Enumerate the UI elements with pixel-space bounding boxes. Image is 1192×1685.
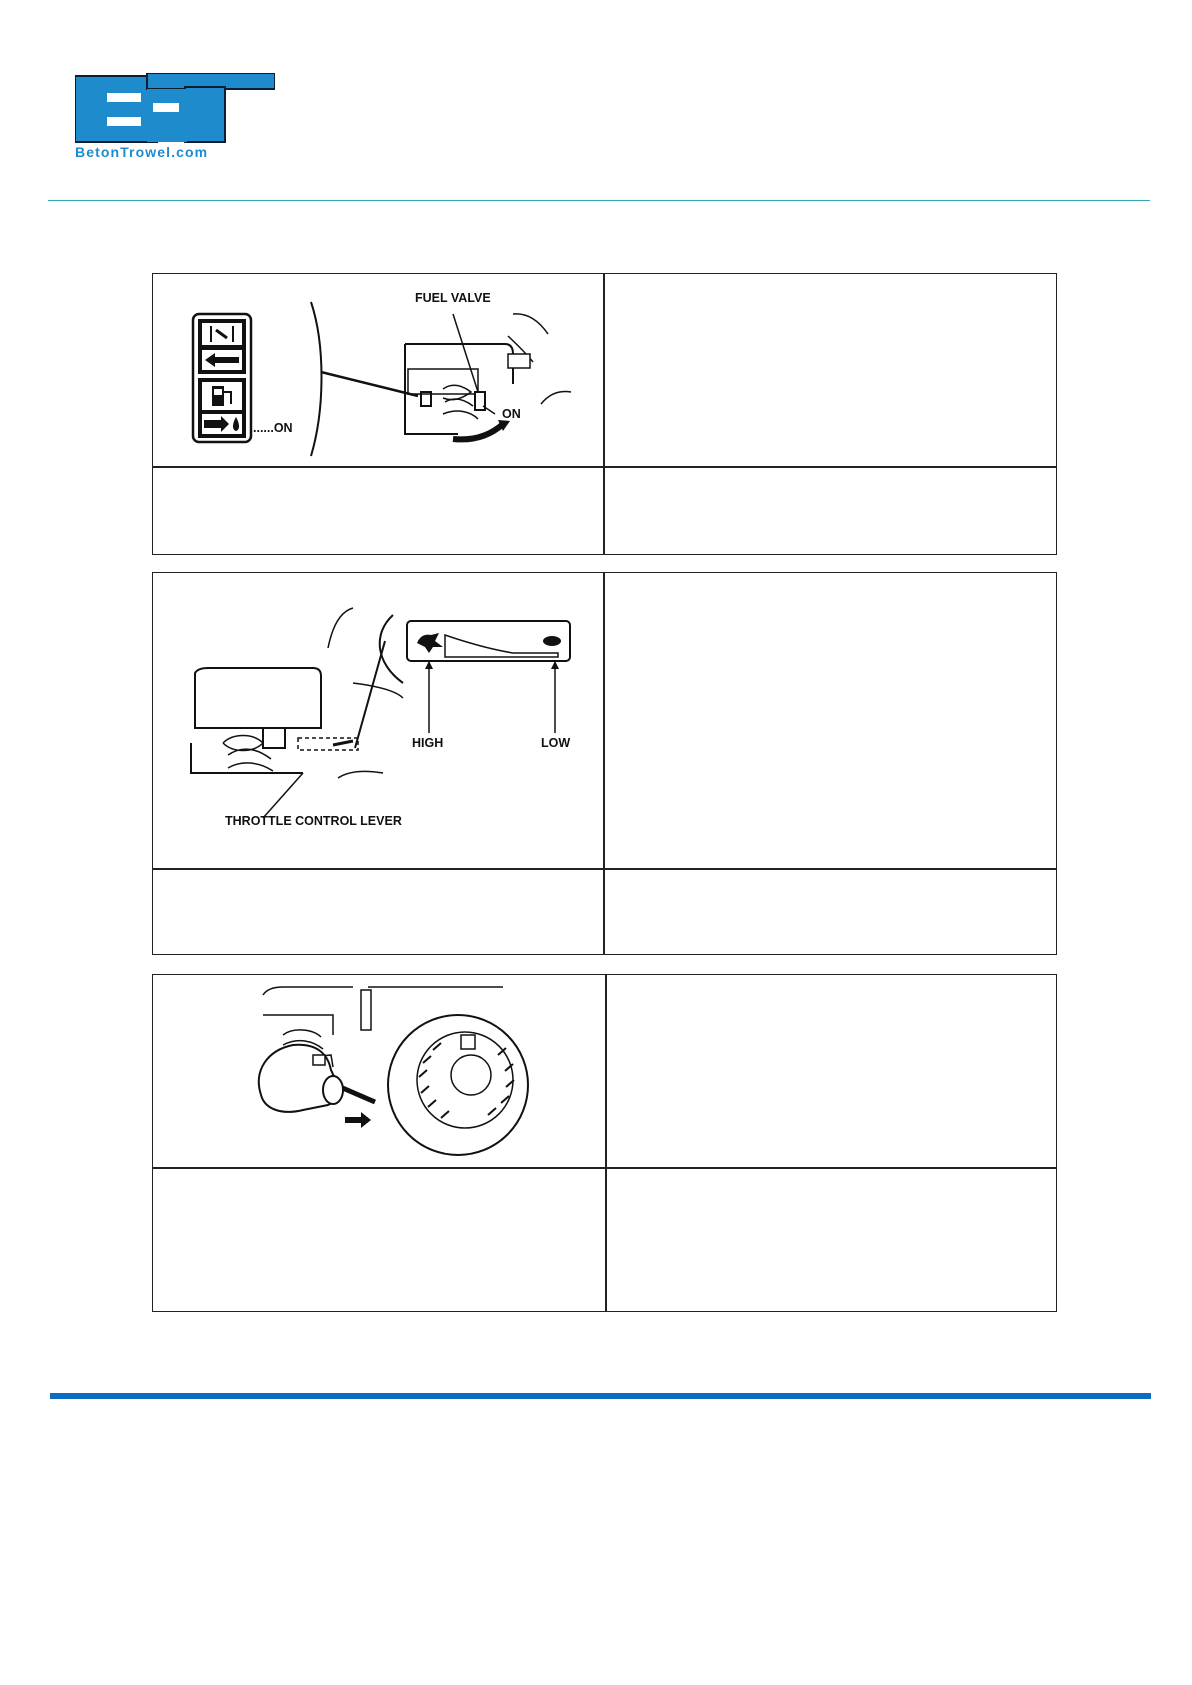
step-table-recoil-starter — [152, 974, 1057, 1312]
recoil-starter-note-cell-right — [606, 1168, 1056, 1311]
recoil-starter-note-cell-left — [153, 1168, 605, 1311]
fuel-valve-note-cell-right — [604, 467, 1056, 554]
recoil-starter-description-cell — [606, 975, 1056, 1167]
fuel-valve-illustration — [153, 274, 603, 466]
turtle-icon — [543, 636, 561, 646]
fuel-valve-description-cell — [604, 274, 1056, 466]
fuel-valve-note-cell-left — [153, 467, 603, 554]
high-label: HIGH — [412, 736, 444, 750]
throttle-lever-label: THROTTLE CONTROL LEVER — [225, 814, 402, 828]
throttle-description-cell — [604, 573, 1056, 868]
step-table-fuel-valve — [152, 273, 1057, 555]
brand-logo — [75, 73, 275, 163]
step-table-throttle — [152, 572, 1057, 955]
fuel-valve-label: FUEL VALVE — [415, 291, 491, 305]
throttle-note-cell-right — [604, 869, 1056, 954]
throttle-note-cell-left — [153, 869, 603, 954]
recoil-starter-illustration — [153, 975, 605, 1167]
throttle-lever-illustration — [153, 573, 603, 868]
on-dots-label: ......ON — [253, 421, 293, 435]
header-divider — [48, 200, 1150, 201]
footer-divider — [50, 1393, 1151, 1399]
logo-caption: BetonTrowel.com — [75, 144, 209, 160]
on-arrow-label: ON — [502, 407, 521, 421]
low-label: LOW — [541, 736, 571, 750]
bt-logo-icon — [75, 73, 275, 145]
